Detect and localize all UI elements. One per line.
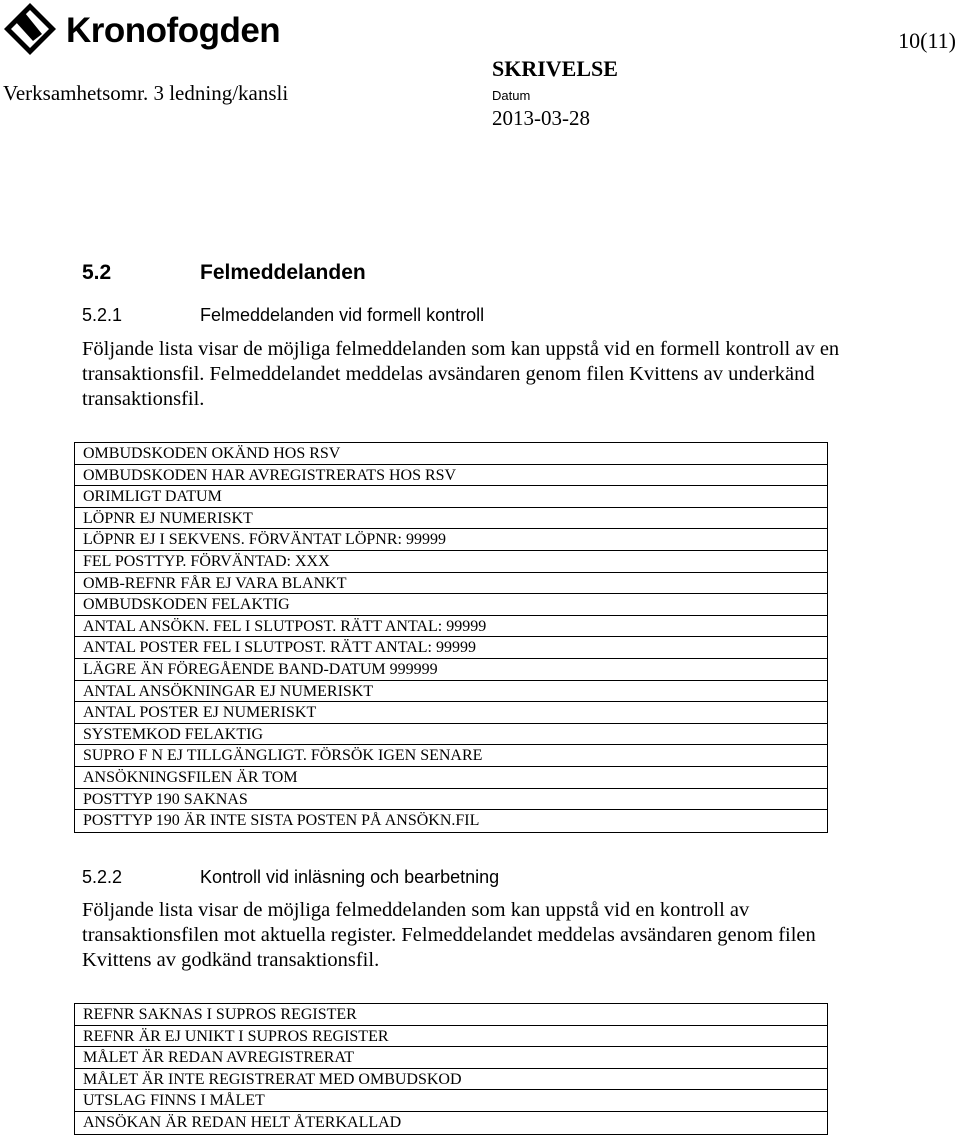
- logo-wordmark: Kronofogden: [66, 10, 281, 50]
- table-row: OMBUDSKODEN HAR AVREGISTRERATS HOS RSV: [75, 465, 827, 487]
- table-row: LÖPNR EJ I SEKVENS. FÖRVÄNTAT LÖPNR: 99999: [75, 529, 827, 551]
- table-row: OMB-REFNR FÅR EJ VARA BLANKT: [75, 573, 827, 595]
- table-row: REFNR SAKNAS I SUPROS REGISTER: [75, 1004, 827, 1026]
- subsection-heading: [82, 306, 484, 324]
- date-value: 2013-03-28: [492, 106, 590, 130]
- table-row: POSTTYP 190 ÄR INTE SISTA POSTEN PÅ ANSÖKN.FIL: [83, 812, 480, 830]
- subsection-title: Kontroll vid inläsning och bearbetning: [200, 867, 500, 887]
- table-row: OMBUDSKODEN FELAKTIG: [75, 594, 827, 616]
- table-row: ANSÖKNINGSFILEN ÄR TOM: [75, 767, 827, 789]
- table-row: LÖPNR EJ NUMERISKT: [75, 508, 827, 530]
- department-name: Verksamhetsomr. 3 ledning/kansli: [3, 81, 289, 105]
- table-row: ANTAL POSTER FEL I SLUTPOST. RÄTT ANTAL: 99999: [75, 637, 827, 659]
- page-number: 10(11): [898, 28, 956, 53]
- table-row: REFNR ÄR EJ UNIKT I SUPROS REGISTER: [75, 1026, 827, 1048]
- document-type: SKRIVELSE: [492, 56, 618, 81]
- error-message-table: [74, 442, 828, 833]
- body-paragraph: Följande lista visar de möjliga felmeddelanden som kan uppstå vid en kontroll av transaktionsfilen mot aktuella register. Felmeddelandet meddelas avsändaren genom filen Kvittens av godkänd transaktionsfil.: [82, 899, 816, 971]
- table-row: ORIMLIGT DATUM: [75, 486, 827, 508]
- date-label: Datum: [492, 88, 531, 103]
- table-row: POSTTYP 190 SAKNAS: [75, 789, 827, 811]
- diamond-logo-icon: [2, 1, 58, 57]
- error-message-table: [74, 1003, 828, 1135]
- subsection-number: 5.2.1: [82, 305, 123, 325]
- subsection-number: 5.2.2: [82, 867, 123, 887]
- table-row: UTSLAG FINNS I MÅLET: [75, 1090, 827, 1112]
- table-row: OMBUDSKODEN OKÄND HOS RSV: [75, 443, 827, 465]
- table-row: SUPRO F N EJ TILLGÄNGLIGT. FÖRSÖK IGEN SENARE: [75, 745, 827, 767]
- table-row: SYSTEMKOD FELAKTIG: [75, 724, 827, 746]
- table-row: LÄGRE ÄN FÖREGÅENDE BAND-DATUM 999999: [75, 659, 827, 681]
- table-row: ANSÖKAN ÄR REDAN HELT ÅTERKALLAD: [83, 1113, 402, 1131]
- table-row: ANTAL POSTER EJ NUMERISKT: [75, 702, 827, 724]
- table-row: MÅLET ÄR REDAN AVREGISTRERAT: [75, 1047, 827, 1069]
- subsection-heading: [82, 868, 499, 886]
- section-number: 5.2: [82, 261, 112, 284]
- table-row: ANTAL ANSÖKN. FEL I SLUTPOST. RÄTT ANTAL: 99999: [75, 616, 827, 638]
- table-row: FEL POSTTYP. FÖRVÄNTAD: XXX: [75, 551, 827, 573]
- section-title: Felmeddelanden: [200, 261, 366, 284]
- body-paragraph: Följande lista visar de möjliga felmeddelanden som kan uppstå vid en formell kontroll av en transaktionsfil. Felmeddelandet meddelas avsändaren genom filen Kvittens av underkänd transaktionsfil.: [82, 338, 840, 410]
- table-row: MÅLET ÄR INTE REGISTRERAT MED OMBUDSKOD: [75, 1069, 827, 1091]
- kronofogden-logo: [2, 2, 280, 56]
- section-heading: [82, 262, 366, 283]
- table-row: ANTAL ANSÖKNINGAR EJ NUMERISKT: [75, 681, 827, 703]
- subsection-title: Felmeddelanden vid formell kontroll: [200, 305, 485, 325]
